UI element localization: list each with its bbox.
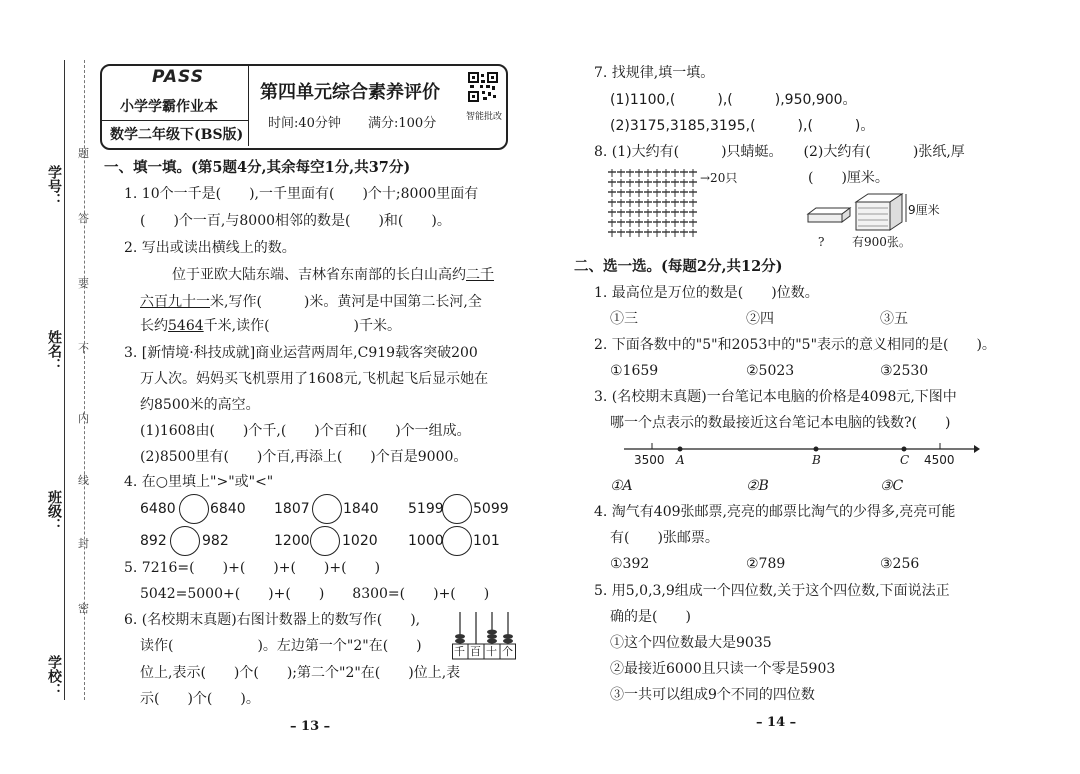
class-label: 班级： bbox=[46, 490, 62, 532]
compare-left-value: 1000 bbox=[408, 533, 444, 549]
dragonfly-icon bbox=[653, 169, 661, 177]
r2-option[interactable]: ②5023 bbox=[746, 363, 795, 379]
dragonfly-icon bbox=[635, 219, 643, 227]
time-label: 时间:40分钟 bbox=[268, 116, 341, 131]
r3-option[interactable]: ①A bbox=[610, 478, 633, 494]
abacus-figure bbox=[452, 608, 516, 660]
dragonfly-icon bbox=[671, 189, 679, 197]
section-2-heading: 二、选一选。(每题2分,共12分) bbox=[574, 258, 783, 275]
q6-line3: 位上,表示( )个( );第二个"2"在( )位上,表 bbox=[140, 665, 461, 681]
dragonfly-icon bbox=[635, 179, 643, 187]
dragonfly-icon bbox=[626, 199, 634, 207]
abacus-label: 十 bbox=[486, 645, 497, 658]
dragonfly-icon bbox=[608, 219, 616, 227]
pass-logo: PASS bbox=[152, 67, 204, 87]
dragonfly-icon bbox=[653, 209, 661, 217]
compare-right-value: 5099 bbox=[473, 501, 509, 517]
dragonfly-icon bbox=[644, 169, 652, 177]
r3-option[interactable]: ②B bbox=[746, 478, 769, 494]
dragonfly-icon bbox=[644, 209, 652, 217]
dragonfly-icon bbox=[653, 219, 661, 227]
dragonfly-icon bbox=[662, 209, 670, 217]
number-line-point-b: B bbox=[812, 453, 821, 467]
dragonfly-icon bbox=[689, 219, 697, 227]
r3-option[interactable]: ③C bbox=[880, 478, 904, 494]
q2-line3: 长约5464千米,读作( )千米。 bbox=[140, 318, 402, 334]
abacus-label: 百 bbox=[470, 645, 481, 658]
dragonfly-icon bbox=[662, 179, 670, 187]
r1-option[interactable]: ③五 bbox=[880, 311, 908, 327]
compare-circle[interactable] bbox=[170, 526, 200, 556]
dragonfly-icon bbox=[680, 209, 688, 217]
compare-left-value: 5199 bbox=[408, 501, 444, 517]
dragonfly-icon bbox=[626, 229, 634, 237]
q5-line1: 5. 7216=( )+( )+( )+( ) bbox=[124, 560, 381, 576]
q3-line1: 3. [新情境·科技成就]商业运营两周年,C919载客突破200 bbox=[124, 345, 478, 361]
dragonfly-icon bbox=[671, 179, 679, 187]
dragonfly-icon bbox=[608, 199, 616, 207]
q7-line1: (1)1100,( ),( ),950,900。 bbox=[610, 92, 857, 108]
compare-right-value: 101 bbox=[473, 533, 500, 549]
dragonfly-icon bbox=[608, 169, 616, 177]
compare-right-value: 982 bbox=[202, 533, 229, 549]
stack-unknown-label: ? bbox=[818, 235, 825, 249]
abacus-label: 千 bbox=[454, 645, 465, 658]
q3-line3: 约8500米的高空。 bbox=[140, 397, 260, 413]
qr-code-icon bbox=[468, 72, 498, 102]
r4-option[interactable]: ③256 bbox=[880, 556, 920, 572]
dragonfly-icon bbox=[626, 219, 634, 227]
seal-char: 答 bbox=[78, 212, 89, 225]
q2-line1: 位于亚欧大陆东端、吉林省东南部的长白山高约二千 bbox=[172, 267, 494, 283]
r1-question: 1. 最高位是万位的数是( )位数。 bbox=[594, 285, 819, 301]
q3-sub1: (1)1608由( )个千,( )个百和( )个一组成。 bbox=[140, 423, 471, 439]
q1-line1: 1. 10个一千是( ),一千里面有( )个十;8000里面有 bbox=[124, 186, 479, 202]
dragonfly-icon bbox=[653, 189, 661, 197]
q2-line2: 六百九十一米,写作( )米。黄河是中国第二长河,全 bbox=[140, 294, 482, 310]
dragonfly-icon bbox=[635, 189, 643, 197]
stack-height-label: 9厘米 bbox=[908, 203, 940, 217]
seal-char: 密 bbox=[78, 602, 89, 615]
r5-line1: 5. 用5,0,3,9组成一个四位数,关于这个四位数,下面说法正 bbox=[594, 583, 950, 599]
dragonfly-icon bbox=[644, 229, 652, 237]
q4-heading: 4. 在○里填上">"或"<" bbox=[124, 474, 274, 490]
student-id-label: 学号： bbox=[46, 165, 62, 207]
page-number-14: – 14 – bbox=[756, 715, 797, 730]
dragonfly-icon bbox=[626, 209, 634, 217]
number-line-point-a: A bbox=[676, 453, 685, 467]
compare-circle[interactable] bbox=[442, 526, 472, 556]
dragonfly-icon bbox=[635, 209, 643, 217]
dragonfly-icon bbox=[689, 209, 697, 217]
dragonfly-icon bbox=[689, 169, 697, 177]
dragonfly-icon bbox=[653, 179, 661, 187]
r1-option[interactable]: ①三 bbox=[610, 311, 638, 327]
dragonfly-icon bbox=[608, 189, 616, 197]
dragonfly-icon bbox=[635, 199, 643, 207]
dragonfly-icon bbox=[617, 219, 625, 227]
dragonfly-icon bbox=[671, 169, 679, 177]
dragonfly-icon bbox=[671, 219, 679, 227]
dragonfly-icon bbox=[680, 229, 688, 237]
compare-circle[interactable] bbox=[442, 494, 472, 524]
r1-option[interactable]: ②四 bbox=[746, 311, 774, 327]
r3-line1: 3. (名校期末真题)一台笔记本电脑的价格是4098元,下图中 bbox=[594, 389, 957, 405]
qr-caption: 智能批改 bbox=[466, 112, 503, 122]
dragonfly-icon bbox=[671, 229, 679, 237]
q3-line2: 万人次。妈妈买飞机票用了1608元,飞机起飞后显示她在 bbox=[140, 371, 489, 387]
dragonfly-icon bbox=[680, 169, 688, 177]
compare-left-value: 1200 bbox=[274, 533, 310, 549]
dragonfly-icon bbox=[608, 229, 616, 237]
dragonfly-icon bbox=[662, 219, 670, 227]
dragonfly-grid bbox=[608, 168, 702, 242]
series-name: 小学学霸作业本 bbox=[120, 99, 218, 115]
q6-line2: 读作( )。左边第一个"2"在( ) bbox=[140, 638, 422, 654]
q7-heading: 7. 找规律,填一填。 bbox=[594, 65, 715, 81]
binding-margin bbox=[0, 0, 100, 774]
dragonfly-icon bbox=[626, 179, 634, 187]
r5-line2: 确的是( ) bbox=[610, 609, 691, 625]
r3-line2: 哪一个点表示的数最接近这台笔记本电脑的钱数?( ) bbox=[610, 415, 951, 431]
dragonfly-icon bbox=[680, 219, 688, 227]
dragonfly-icon bbox=[671, 209, 679, 217]
dragonfly-icon bbox=[689, 179, 697, 187]
dragonfly-icon bbox=[662, 189, 670, 197]
dragonfly-icon bbox=[689, 199, 697, 207]
r5-option[interactable]: ①这个四位数最大是9035 bbox=[610, 635, 772, 651]
dragonfly-icon bbox=[617, 179, 625, 187]
seal-char: 不 bbox=[78, 342, 89, 355]
compare-right-value: 6840 bbox=[210, 501, 246, 517]
r4-line1: 4. 淘气有409张邮票,亮亮的邮票比淘气的少得多,亮亮可能 bbox=[594, 504, 956, 520]
dragonfly-icon bbox=[644, 189, 652, 197]
compare-circle[interactable] bbox=[179, 494, 209, 524]
q2-heading: 2. 写出或读出横线上的数。 bbox=[124, 240, 296, 256]
dragonfly-icon bbox=[671, 199, 679, 207]
dragonfly-icon bbox=[617, 189, 625, 197]
dragonfly-icon bbox=[680, 199, 688, 207]
seal-char: 要 bbox=[78, 277, 89, 290]
compare-circle[interactable] bbox=[310, 526, 340, 556]
dragonfly-icon bbox=[653, 199, 661, 207]
seal-char: 内 bbox=[78, 412, 89, 425]
r4-option[interactable]: ②789 bbox=[746, 556, 786, 572]
abacus-label: 个 bbox=[502, 645, 513, 658]
dragonfly-icon bbox=[662, 169, 670, 177]
dragonfly-icon bbox=[626, 189, 634, 197]
r4-line2: 有( )张邮票。 bbox=[610, 530, 719, 546]
number-line-point-c: C bbox=[900, 453, 910, 467]
dragonfly-icon bbox=[626, 169, 634, 177]
page-title: 第四单元综合素养评价 bbox=[260, 82, 440, 103]
name-label: 姓名： bbox=[46, 330, 62, 372]
dragonfly-icon bbox=[653, 229, 661, 237]
r2-option[interactable]: ①1659 bbox=[610, 363, 659, 379]
dragonfly-icon bbox=[644, 219, 652, 227]
r2-option[interactable]: ③2530 bbox=[880, 363, 929, 379]
school-label: 学校： bbox=[46, 655, 62, 697]
score-label: 满分:100分 bbox=[368, 116, 437, 131]
q6-line4: 示( )个( )。 bbox=[140, 691, 260, 707]
r2-question: 2. 下面各数中的"5"和2053中的"5"表示的意义相同的是( )。 bbox=[594, 337, 996, 353]
dragonfly-icon bbox=[635, 229, 643, 237]
r5-option[interactable]: ③一共可以组成9个不同的四位数 bbox=[610, 687, 815, 703]
page-number-13: – 13 – bbox=[290, 719, 331, 734]
compare-left-value: 1807 bbox=[274, 501, 310, 517]
compare-right-value: 1020 bbox=[342, 533, 378, 549]
dragonfly-icon bbox=[644, 199, 652, 207]
dragonfly-icon bbox=[617, 229, 625, 237]
compare-left-value: 892 bbox=[140, 533, 167, 549]
dragonfly-icon bbox=[644, 179, 652, 187]
q8-line1: 8. (1)大约有( )只蜻蜓。 (2)大约有( )张纸,厚 bbox=[594, 144, 965, 160]
seal-char: 题 bbox=[78, 147, 89, 160]
number-line-tick-label: 4500 bbox=[924, 453, 955, 467]
dragonfly-icon bbox=[680, 179, 688, 187]
dragonfly-icon bbox=[617, 209, 625, 217]
dragonfly-icon bbox=[635, 169, 643, 177]
q8-line2: ( )厘米。 bbox=[808, 170, 889, 186]
q3-sub2: (2)8500里有( )个百,再添上( )个百是9000。 bbox=[140, 449, 468, 465]
number-line-tick-label: 3500 bbox=[634, 453, 665, 467]
r4-option[interactable]: ①392 bbox=[610, 556, 650, 572]
dragonfly-count-note: →20只 bbox=[700, 171, 738, 185]
dragonfly-icon bbox=[608, 179, 616, 187]
seal-char: 封 bbox=[78, 537, 89, 550]
q6-line1: 6. (名校期末真题)右图计数器上的数写作( ), bbox=[124, 612, 421, 628]
dragonfly-icon bbox=[689, 189, 697, 197]
q5-line2: 5042=5000+( )+( ) 8300=( )+( ) bbox=[140, 586, 490, 602]
compare-circle[interactable] bbox=[312, 494, 342, 524]
dragonfly-icon bbox=[662, 229, 670, 237]
paper-stacks-figure bbox=[806, 192, 916, 234]
stack-count-label: 有900张。 bbox=[852, 235, 911, 249]
grade-label: 数学二年级下(BS版) bbox=[110, 127, 244, 143]
dragonfly-icon bbox=[617, 169, 625, 177]
dragonfly-icon bbox=[689, 229, 697, 237]
dragonfly-icon bbox=[617, 199, 625, 207]
seal-char: 线 bbox=[78, 474, 89, 487]
dragonfly-icon bbox=[608, 209, 616, 217]
r5-option[interactable]: ②最接近6000且只读一个零是5903 bbox=[610, 661, 836, 677]
compare-left-value: 6480 bbox=[140, 501, 176, 517]
section-1-heading: 一、填一填。(第5题4分,其余每空1分,共37分) bbox=[104, 159, 411, 176]
dragonfly-icon bbox=[680, 189, 688, 197]
compare-right-value: 1840 bbox=[343, 501, 379, 517]
q7-line2: (2)3175,3185,3195,( ),( )。 bbox=[610, 118, 875, 134]
dragonfly-icon bbox=[662, 199, 670, 207]
q1-line2: ( )个一百,与8000相邻的数是( )和( )。 bbox=[140, 213, 451, 229]
